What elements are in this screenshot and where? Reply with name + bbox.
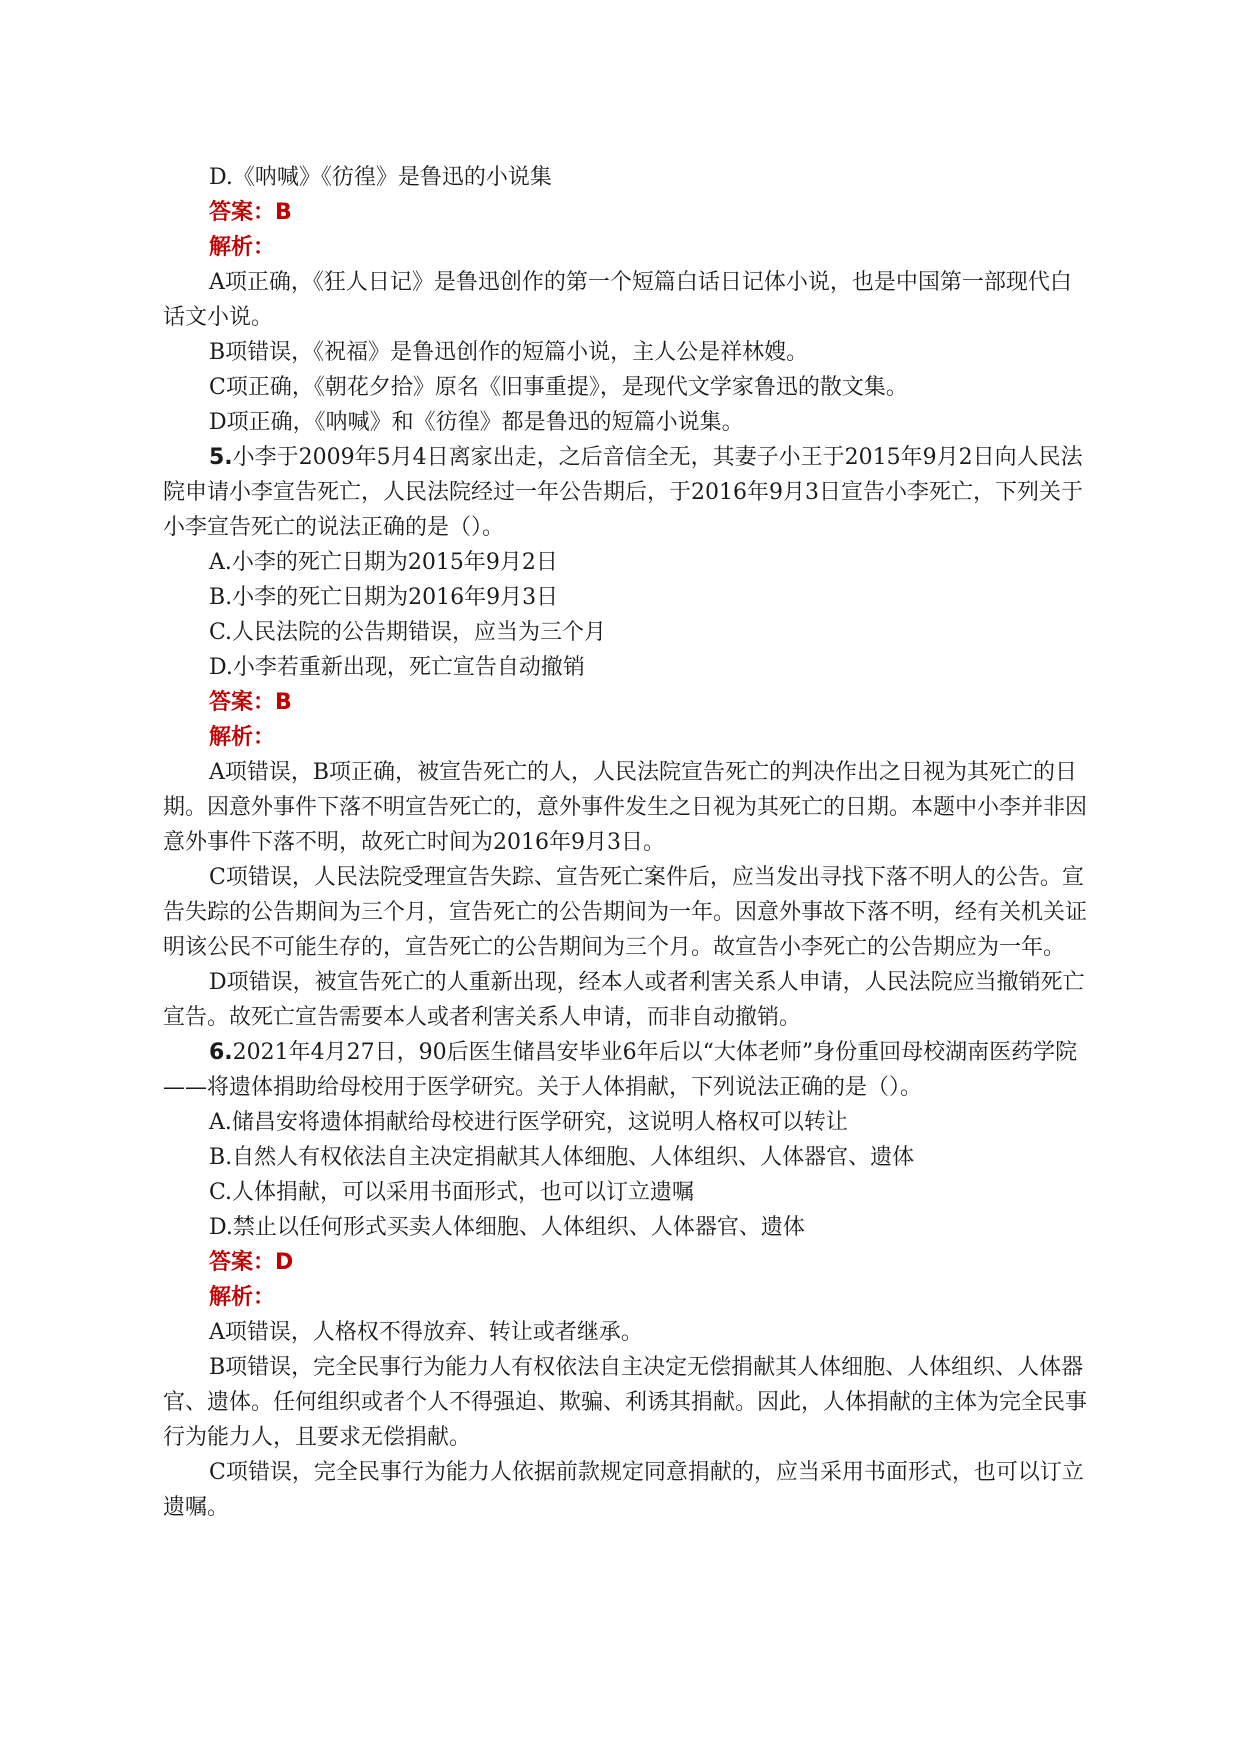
- q6-analysis-a: A项错误，人格权不得放弃、转让或者继承。: [209, 1320, 643, 1345]
- q4-option-d: D.《呐喊》《彷徨》是鲁迅的小说集: [209, 165, 552, 190]
- q5-analysis-d: D项错误，被宣告死亡的人重新出现，经本人或者利害关系人申请，人民法院应当撤销死亡宣告。故死亡宣告需要本人或者利害关系人申请，而非自动撤销。: [163, 970, 1085, 1030]
- q4-analysis-d: D项正确，《呐喊》和《彷徨》都是鲁迅的短篇小说集。: [209, 410, 744, 435]
- q6-option-a: A.储昌安将遗体捐献给母校进行医学研究，这说明人格权可以转让: [209, 1110, 848, 1135]
- q6-number: 6.: [209, 1040, 233, 1065]
- q6-option-c: C.人体捐献，可以采用书面形式，也可以订立遗嘱: [209, 1180, 695, 1205]
- q6-analysis-label: 解析：: [209, 1285, 276, 1310]
- q6-analysis-b: B项错误，完全民事行为能力人有权依法自主决定无偿捐献其人体细胞、人体组织、人体器官、遗体。任何组织或者个人不得强迫、欺骗、利诱其捐献。因此，人体捐献的主体为完全民事行为能力人，且要求无偿捐献。: [163, 1355, 1088, 1450]
- q6-stem-paragraph: [163, 1035, 1087, 1105]
- q5-answer: 答案：B: [209, 690, 292, 715]
- q6-option-d: D.禁止以任何形式买卖人体细胞、人体组织、人体器官、遗体: [209, 1215, 805, 1240]
- q5-option-c: C.人民法院的公告期错误，应当为三个月: [209, 620, 607, 645]
- q5-option-b: B.小李的死亡日期为2016年9月3日: [209, 585, 559, 610]
- q6-stem: 2021年4月27日，90后医生储昌安毕业6年后以“大体老师”身份重回母校湖南医药学院——将遗体捐助给母校用于医学研究。关于人体捐献，下列说法正确的是（）。: [163, 1040, 1078, 1100]
- q5-analysis-ab: A项错误，B项正确，被宣告死亡的人，人民法院宣告死亡的判决作出之日视为其死亡的日期。因意外事件下落不明宣告死亡的，意外事件发生之日视为其死亡的日期。本题中小李并非因意外事件下落不明，故死亡时间为2016年9月3日。: [163, 760, 1088, 855]
- q5-stem: 小李于2009年5月4日离家出走，之后音信全无，其妻子小王于2015年9月2日向人民法院申请小李宣告死亡，人民法院经过一年公告期后，于2016年9月3日宣告小李死亡，下列关于小李宣告死亡的说法正确的是（）。: [163, 445, 1083, 540]
- q6-answer: 答案：D: [209, 1250, 294, 1275]
- q4-analysis-c: C项正确，《朝花夕拾》原名《旧事重提》，是现代文学家鲁迅的散文集。: [209, 375, 908, 400]
- q5-analysis-c: C项错误，人民法院受理宣告失踪、宣告死亡案件后，应当发出寻找下落不明人的公告。宣告失踪的公告期间为三个月，宣告死亡的公告期间为一年。因意外事故下落不明，经有关机关证明该公民不可能生存的，宣告死亡的公告期间为三个月。故宣告小李死亡的公告期应为一年。: [163, 865, 1088, 960]
- q5-option-d: D.小李若重新出现，死亡宣告自动撤销: [209, 655, 585, 680]
- q5-stem-paragraph: [163, 440, 1087, 545]
- q4-answer: 答案：B: [209, 200, 292, 225]
- q5-number: 5.: [209, 445, 233, 470]
- page-content: [163, 160, 1087, 1525]
- q6-option-b: B.自然人有权依法自主决定捐献其人体细胞、人体组织、人体器官、遗体: [209, 1145, 915, 1170]
- q5-analysis-label: 解析：: [209, 725, 276, 750]
- q4-analysis-label: 解析：: [209, 235, 276, 260]
- q4-analysis-b: B项错误，《祝福》是鲁迅创作的短篇小说，主人公是祥林嫂。: [209, 340, 809, 365]
- q5-option-a: A.小李的死亡日期为2015年9月2日: [209, 550, 558, 575]
- q6-analysis-c: C项错误，完全民事行为能力人依据前款规定同意捐献的，应当采用书面形式，也可以订立遗嘱。: [163, 1460, 1084, 1520]
- q4-analysis-a: A项正确，《狂人日记》是鲁迅创作的第一个短篇白话日记体小说，也是中国第一部现代白话文小说。: [163, 270, 1072, 330]
